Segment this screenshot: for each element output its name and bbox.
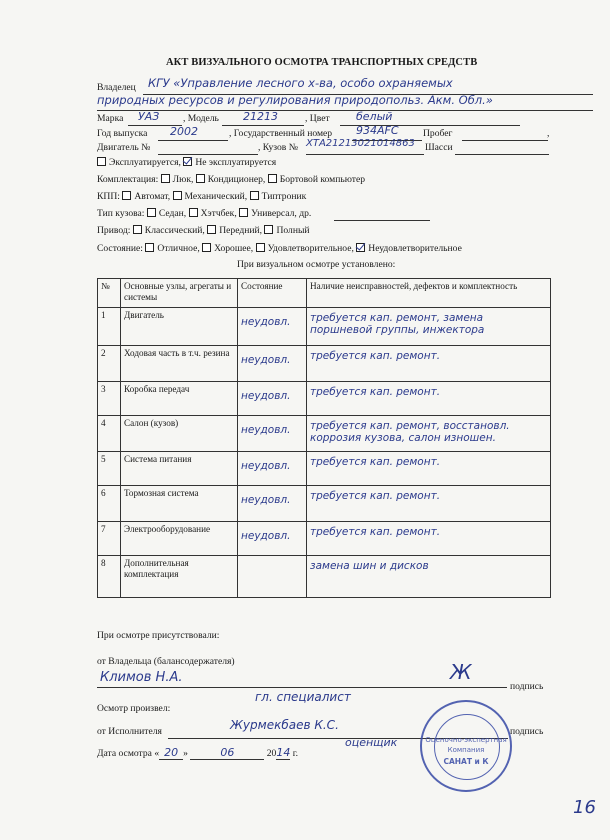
state-checkbox-3[interactable]	[256, 243, 265, 252]
equip-checkbox-1[interactable]	[161, 174, 170, 183]
row-state: неудовл.	[238, 308, 307, 346]
row-state: неудовл.	[238, 486, 307, 522]
state-checkbox-4[interactable]	[356, 243, 365, 252]
table-row	[98, 556, 551, 598]
row-defects: требуется кап. ремонт, восстановл. коррозия кузова, салон изношен.	[307, 416, 551, 452]
row-number: 8	[98, 556, 121, 598]
inspection-table	[97, 278, 551, 598]
row-state: неудовл.	[238, 346, 307, 382]
bodytype-row: Тип кузова: Седан, Хэтчбек, Универсал, др.	[97, 208, 312, 219]
table-row	[98, 382, 551, 416]
row-state: неудовл.	[238, 452, 307, 486]
row-component: Тормозная система	[121, 486, 238, 522]
page-number: 16	[573, 797, 596, 818]
gear-checkbox-3[interactable]	[250, 191, 259, 200]
table-row	[98, 346, 551, 382]
state-checkbox-1[interactable]	[145, 243, 154, 252]
drive-checkbox-2[interactable]	[207, 225, 216, 234]
table-row	[98, 486, 551, 522]
bodytype-checkbox-1[interactable]	[147, 208, 156, 217]
row-state: неудовл.	[238, 416, 307, 452]
table-row	[98, 522, 551, 556]
owner-sign-label: подпись	[510, 681, 544, 692]
col-defects: Наличие неисправностей, дефектов и комплектность	[307, 279, 551, 308]
document-title: АКТ ВИЗУАЛЬНОГО ОСМОТРА ТРАНСПОРТНЫХ СРЕДСТВ	[166, 57, 478, 68]
row-component: Система питания	[121, 452, 238, 486]
owner-value-line1: КГУ «Управление лесного х-ва, особо охраняемых	[148, 76, 453, 90]
exec-sign-label: подпись	[510, 726, 544, 737]
body-label: , Кузов №	[258, 142, 298, 153]
chassis-label: Шасси	[425, 142, 453, 153]
document-page: АКТ ВИЗУАЛЬНОГО ОСМОТРА ТРАНСПОРТНЫХ СРЕДСТВ Владелец КГУ «Управление лесного х-ва, особо охраняемых природных ресурсов и регулирования природопольз. Акм. Обл.» Марка УАЗ , Модель 21213 , Цвет белый Год выпуска 2002 , Государственный номер 934AFC Пробег , Двигатель № , Кузов № ХТА21213021014863 Шасси Эксплуатируется, Не эксплуатируется Комплектация: Люк, Кондиционер, Бортовой компьютер КПП: Автомат, Механический, Типтроник Тип кузова: Седан, Хэтчбек, Универсал, др. Привод: Классический, Передний, Полный Состояние: Отличное, Хорошее, Удовлетворительное, Неудовлетворительное При визуальном осмотре установлено: № Основные узлы, агрегаты и системы Состояние Наличие неисправностей, дефектов и комплектность 1 Двигатель неудовл. требуется кап. ремонт, замена поршневой группы, инжектора 2 Ходовая часть в т.ч. резина неудовл. требуется кап. ремонт. 3 Коробка передач неудовл. требуется кап. ремонт. 4 Салон (кузов) неудовл. требуется кап. ремонт, восстановл. коррозия кузова, салон изношен. 5 Система питания неудовл. требуется кап. ремонт. 6 Тормозная система неудовл. требуется кап. ремонт. 7 Электрооборудование неудовл. требуется кап. ремонт. 8 Дополнительная комплектация замена шин и дисков При осмотре присутствовали: от Владельца (балансодержателя) Климов Н.А. Ж подпись гл. специалист Осмотр произвел: от Исполнителя Журмекбаев К.С. подпись оценщик Дата осмотра « 20 » 06 2014 г. Оценочно-экспертная Компания САНАТ и К 16	[97, 57, 596, 818]
bodytype-checkbox-3[interactable]	[239, 208, 248, 217]
drive-checkbox-3[interactable]	[264, 225, 273, 234]
brand-value: УАЗ	[138, 110, 160, 123]
present-label: При осмотре присутствовали:	[97, 630, 220, 641]
row-number: 3	[98, 382, 121, 416]
row-number: 5	[98, 452, 121, 486]
owner-label: Владелец	[97, 82, 136, 93]
gear-checkbox-1[interactable]	[122, 191, 131, 200]
from-owner-label: от Владельца (балансодержателя)	[97, 656, 235, 667]
row-state: неудовл.	[238, 522, 307, 556]
date-row: Дата осмотра « 20 » 06 2014 г.	[97, 746, 298, 759]
row-number: 1	[98, 308, 121, 346]
brand-label: Марка	[97, 113, 124, 124]
row-component: Салон (кузов)	[121, 416, 238, 452]
color-label: , Цвет	[305, 113, 330, 124]
row-component: Ходовая часть в т.ч. резина	[121, 346, 238, 382]
owner-value-line2: природных ресурсов и регулирования природопольз. Акм. Обл.»	[97, 93, 493, 107]
row-state: неудовл.	[238, 382, 307, 416]
table-row	[98, 416, 551, 452]
row-component: Двигатель	[121, 308, 238, 346]
body-value: ХТА21213021014863	[306, 138, 415, 149]
gear-checkbox-2[interactable]	[173, 191, 182, 200]
year-label: Год выпуска	[97, 128, 148, 139]
row-component: Дополнительная комплектация	[121, 556, 238, 598]
table-row	[98, 308, 551, 346]
date-year: 14	[276, 746, 291, 759]
inspected-label: Осмотр произвел:	[97, 703, 171, 714]
row-number: 4	[98, 416, 121, 452]
owner-rep-name: Климов Н.А.	[100, 670, 183, 685]
row-defects: замена шин и дисков	[307, 556, 551, 598]
established-heading: При визуальном осмотре установлено:	[237, 259, 396, 270]
owner-signature: Ж	[450, 660, 472, 684]
state-checkbox-2[interactable]	[202, 243, 211, 252]
row-number: 6	[98, 486, 121, 522]
mileage-label: Пробег	[423, 128, 453, 139]
row-number: 7	[98, 522, 121, 556]
row-defects: требуется кап. ремонт, замена поршневой группы, инжектора	[307, 308, 551, 346]
usage-row: Эксплуатируется, Не эксплуатируется	[97, 157, 276, 169]
row-defects: требуется кап. ремонт.	[307, 382, 551, 416]
reg-value: 934AFC	[356, 124, 399, 137]
date-day: 20	[159, 747, 183, 760]
equipment-row: Комплектация: Люк, Кондиционер, Бортовой компьютер	[97, 174, 366, 185]
reg-label: , Государственный номер	[229, 128, 333, 139]
date-month: 06	[190, 747, 264, 760]
state-row: Состояние: Отличное, Хорошее, Удовлетворительное, Неудовлетворительное	[97, 243, 462, 254]
row-state	[238, 556, 307, 598]
year-value: 2002	[170, 125, 198, 138]
drive-checkbox-1[interactable]	[133, 225, 142, 234]
col-state: Состояние	[238, 279, 307, 308]
col-number: №	[98, 279, 121, 308]
row-defects: требуется кап. ремонт.	[307, 346, 551, 382]
row-defects: требуется кап. ремонт.	[307, 522, 551, 556]
from-exec-label: от Исполнителя	[97, 726, 162, 737]
row-component: Коробка передач	[121, 382, 238, 416]
gearbox-row: КПП: Автомат, Механический, Типтроник	[97, 191, 307, 202]
equip-checkbox-2[interactable]	[196, 174, 205, 183]
usage-checkbox-2[interactable]	[183, 157, 192, 166]
usage-checkbox-1[interactable]	[97, 157, 106, 166]
exec-name: Журмекбаев К.С.	[230, 718, 339, 732]
col-component: Основные узлы, агрегаты и системы	[121, 279, 238, 308]
company-stamp: Оценочно-экспертная Компания САНАТ и К	[420, 700, 512, 792]
row-defects: требуется кап. ремонт.	[307, 452, 551, 486]
color-value: белый	[356, 110, 393, 123]
table-row	[98, 452, 551, 486]
equip-checkbox-3[interactable]	[268, 174, 277, 183]
model-label: , Модель	[183, 113, 219, 124]
row-number: 2	[98, 346, 121, 382]
row-defects: требуется кап. ремонт.	[307, 486, 551, 522]
bodytype-checkbox-2[interactable]	[189, 208, 198, 217]
exec-position: оценщик	[345, 736, 398, 749]
model-value: 21213	[243, 110, 278, 123]
drive-row: Привод: Классический, Передний, Полный	[97, 225, 310, 236]
owner-rep-position: гл. специалист	[255, 690, 351, 704]
row-component: Электрооборудование	[121, 522, 238, 556]
engine-label: Двигатель №	[97, 142, 151, 153]
